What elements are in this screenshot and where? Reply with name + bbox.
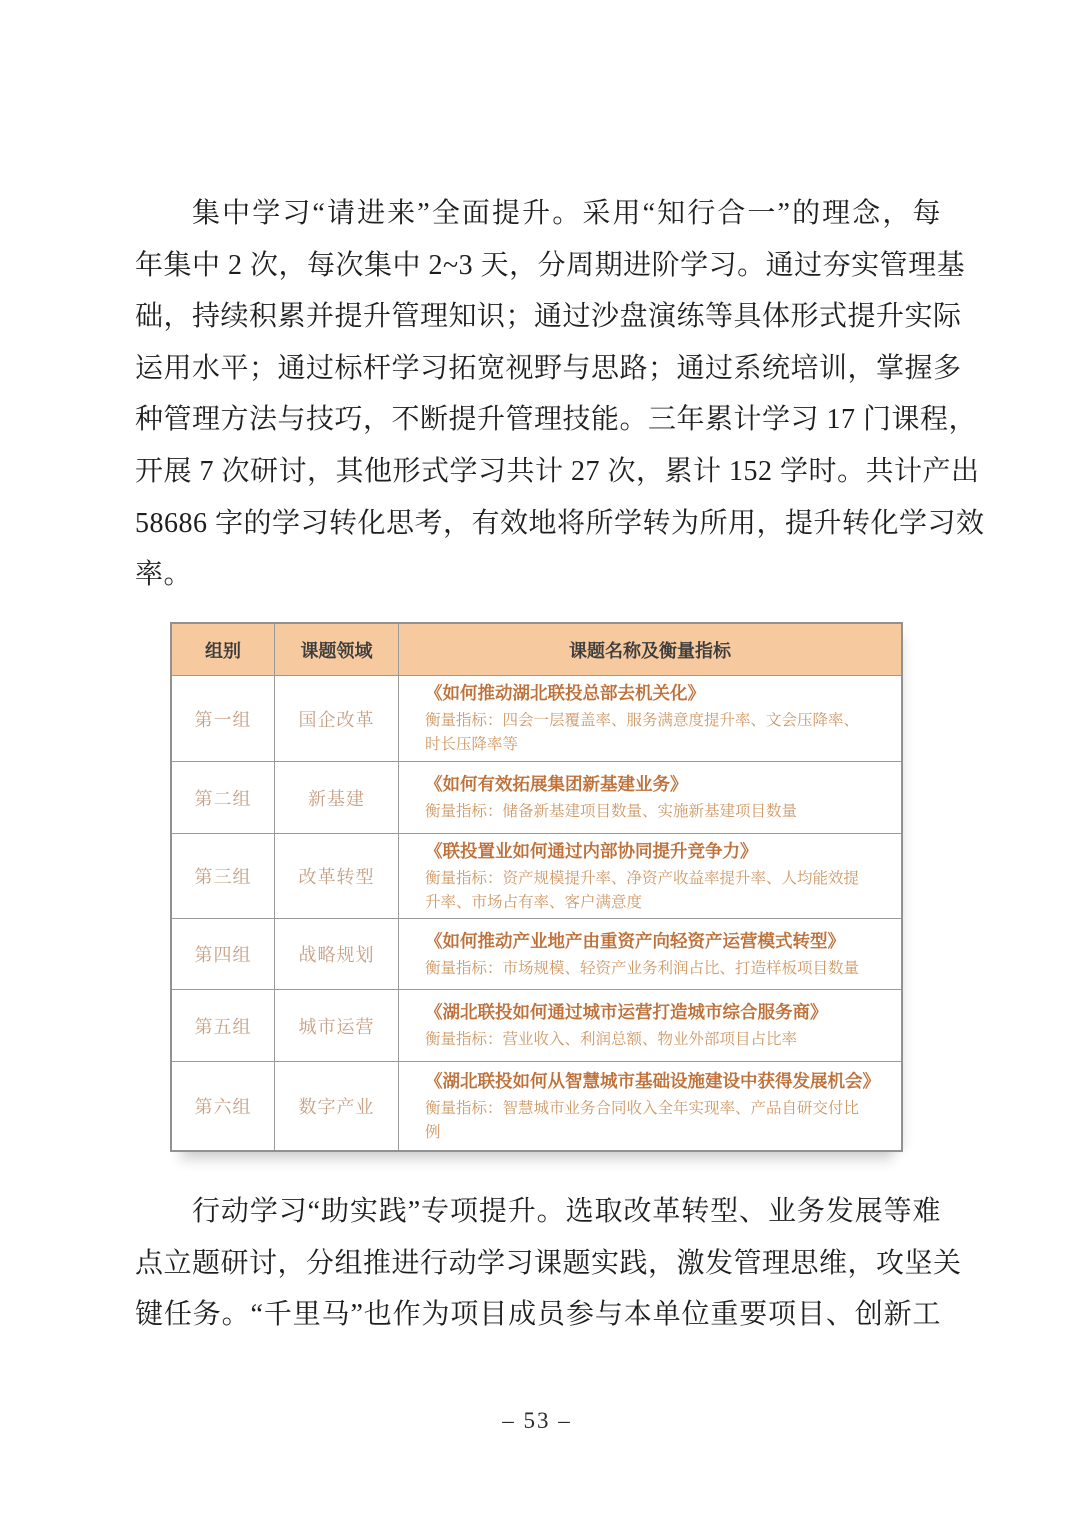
paragraph-line: 率。 bbox=[135, 559, 193, 591]
paragraph-2 bbox=[135, 1186, 962, 1341]
topic-title: 《湖北联投如何通过城市运营打造城市综合服务商》 bbox=[425, 1002, 828, 1022]
table-row bbox=[172, 833, 901, 918]
group-cell: 第五组 bbox=[172, 990, 275, 1061]
paragraph-line: 年集中 2 次，每次集中 2~3 天，分周期进阶学习。通过夯实管理基 bbox=[135, 249, 966, 281]
domain-cell: 改革转型 bbox=[275, 834, 399, 918]
topic-title: 《如何推动产业地产由重资产向轻资产运营模式转型》 bbox=[425, 930, 845, 951]
paragraph-line: 58686 字的学习转化思考，有效地将所学转为所用，提升转化学习效 bbox=[135, 507, 985, 539]
topic-indicators: 衡量指标：市场规模、轻资产业务利润占比、打造样板项目数量 bbox=[425, 959, 860, 977]
topic-cell bbox=[399, 919, 901, 989]
topic-indicators: 衡量指标：四会一层覆盖率、服务满意度提升率、文会压降率、时长压降率等 bbox=[425, 712, 860, 753]
paragraph-line: 集中学习“请进来”全面提升。采用“知行合一”的理念，每 bbox=[192, 198, 941, 229]
topic-cell bbox=[399, 1062, 901, 1150]
table-row bbox=[172, 675, 901, 761]
topic-title: 《湖北联投如何从智慧城市基础设施建设中获得发展机会》 bbox=[425, 1070, 880, 1091]
topic-cell bbox=[399, 676, 901, 761]
table-row bbox=[172, 989, 901, 1061]
domain-cell: 战略规划 bbox=[275, 919, 399, 989]
topic-indicators: 衡量指标：储备新基建项目数量、实施新基建项目数量 bbox=[425, 803, 798, 820]
table-row bbox=[172, 1061, 901, 1150]
domain-cell: 国企改革 bbox=[275, 676, 399, 761]
table-header-row bbox=[172, 624, 901, 675]
page-number: – 53 – bbox=[502, 1408, 572, 1433]
group-cell: 第六组 bbox=[172, 1062, 275, 1150]
topic-title: 《如何推动湖北联投总部去机关化》 bbox=[425, 683, 705, 703]
topic-title: 《如何有效拓展集团新基建业务》 bbox=[425, 774, 688, 794]
topic-indicators: 衡量指标：营业收入、利润总额、物业外部项目占比率 bbox=[425, 1031, 798, 1048]
group-cell: 第四组 bbox=[172, 919, 275, 989]
paragraph-1 bbox=[135, 188, 985, 601]
paragraph-line: 开展 7 次研讨，其他形式学习共计 27 次，累计 152 学时。共计产出 bbox=[135, 455, 980, 487]
paragraph-line: 础，持续积累并提升管理知识；通过沙盘演练等具体形式提升实际 bbox=[135, 301, 962, 333]
table-row bbox=[172, 761, 901, 833]
group-cell: 第一组 bbox=[172, 676, 275, 761]
topic-indicators: 衡量指标：资产规模提升率、净资产收益率提升率、人均能效提升率、市场占有率、客户满意度 bbox=[425, 869, 860, 911]
header-cell-topic: 课题名称及衡量指标 bbox=[569, 640, 731, 661]
group-cell: 第二组 bbox=[172, 762, 275, 833]
paragraph-line: 行动学习“助实践”专项提升。选取改革转型、业务发展等难 bbox=[192, 1196, 941, 1227]
domain-cell: 数字产业 bbox=[275, 1062, 399, 1150]
domain-cell: 城市运营 bbox=[275, 990, 399, 1061]
paragraph-line: 键任务。“千里马”也作为项目成员参与本单位重要项目、创新工 bbox=[135, 1299, 941, 1331]
topic-title: 《联投置业如何通过内部协同提升竞争力》 bbox=[425, 840, 758, 861]
topics-table bbox=[170, 622, 903, 1152]
topic-indicators: 衡量指标：智慧城市业务合同收入全年实现率、产品自研交付比例 bbox=[425, 1099, 860, 1141]
domain-cell: 新基建 bbox=[275, 762, 399, 833]
group-cell: 第三组 bbox=[172, 834, 275, 918]
topic-cell bbox=[399, 762, 901, 833]
table-row bbox=[172, 918, 901, 989]
topic-cell bbox=[399, 990, 901, 1061]
header-cell-domain: 课题领域 bbox=[275, 624, 399, 675]
paragraph-line: 种管理方法与技巧，不断提升管理技能。三年累计学习 17 门课程， bbox=[135, 404, 978, 436]
paragraph-line: 点立题研讨，分组推进行动学习课题实践，激发管理思维，攻坚关 bbox=[135, 1247, 962, 1279]
header-cell-group: 组别 bbox=[172, 624, 275, 675]
paragraph-line: 运用水平；通过标杆学习拓宽视野与思路；通过系统培训，掌握多 bbox=[135, 352, 962, 384]
topic-cell bbox=[399, 834, 901, 918]
